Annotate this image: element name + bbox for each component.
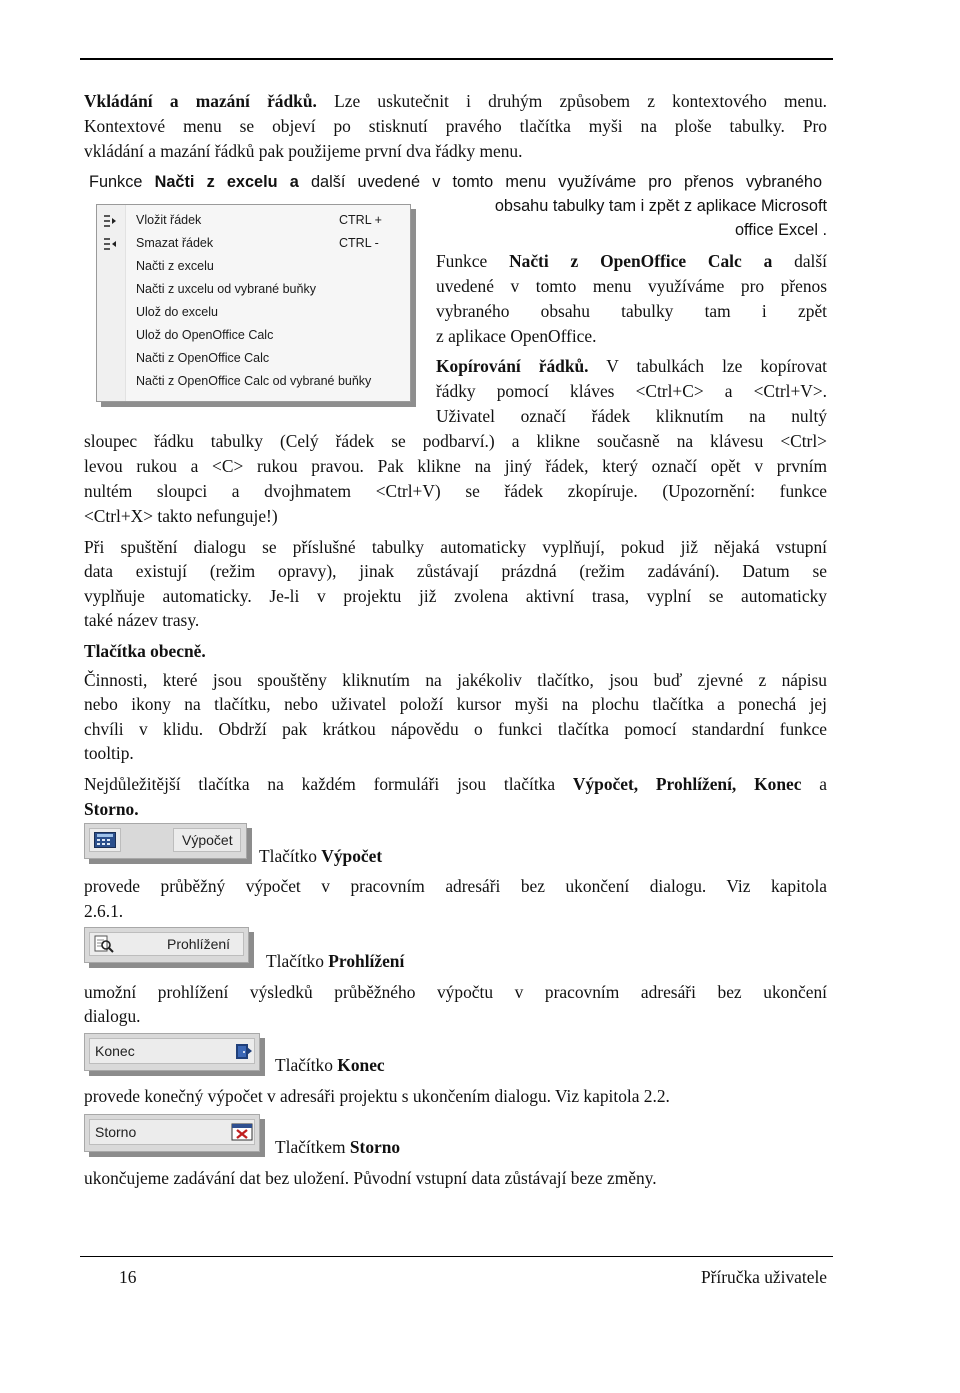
rows-line3: vkládání a mazání řádků pak použijeme první dva řádky menu. (84, 141, 523, 161)
rows-line1: Vkládání a mazání řádků. Lze uskutečnit i druhým způsobem z kontextového menu. (84, 91, 828, 111)
dialog-para-line2: data existují (režim opravy), jinak zůstávají prázdná (režim zadávání). Datum se (84, 561, 827, 581)
buttons-para-line4: tooltip. (84, 743, 134, 763)
vypocet-desc-line1: provede průběžný výpočet v pracovním adresáři bez ukončení dialogu. Viz kapitola (84, 876, 827, 896)
page-number: 16 (119, 1267, 137, 1287)
menu-item-load-excel[interactable]: Načti z excelu (136, 259, 214, 273)
menu-item-delete-row[interactable]: Smazat řádek (136, 236, 214, 250)
copy-para-line6: nultém sloupci a dvojhmatem <Ctrl+V) se řádek zkopíruje. (Upozornění: funkce (84, 481, 827, 501)
buttons-para-line3: chvíli v klidu. Obdrží pak krátkou nápovědu o funkci tlačítka pomocí standardní funkce (84, 719, 827, 739)
header-rule (80, 58, 833, 60)
menu-item-load-calc[interactable]: Načti z OpenOffice Calc (136, 351, 270, 365)
konec-desc-line1: provede konečný výpočet v adresáři projektu s ukončením dialogu. Viz kapitola 2.2. (84, 1086, 670, 1106)
dialog-para-line4: také název trasy. (84, 610, 200, 630)
insert-row-icon (103, 214, 119, 228)
delete-row-icon (103, 237, 119, 251)
calc-para-line3: vybraného obsahu tabulky tam i zpět (436, 301, 827, 321)
cancel-window-icon (230, 1121, 254, 1143)
menu-item-load-excel-from-cell[interactable]: Načti z uxcelu od vybrané buňky (136, 282, 316, 296)
vypocet-image-label: Výpočet (182, 832, 233, 848)
vypocet-caption: Tlačítko Výpočet (259, 846, 383, 866)
rows-heading: Vkládání a mazání řádků. (84, 91, 317, 111)
excel-para-line3: office Excel . (734, 221, 827, 239)
menu-item-save-calc[interactable]: Ulož do OpenOffice Calc (136, 328, 274, 342)
prohlizeni-button-image (84, 927, 249, 963)
copy-para-line7: <Ctrl+X> takto nefunguje!) (84, 506, 278, 526)
storno-button-image (84, 1114, 260, 1152)
menu-item-load-calc-from-cell[interactable]: Načti z OpenOffice Calc od vybrané buňky (136, 374, 372, 388)
vypocet-button-image (84, 823, 247, 859)
copy-para-line2: řádky pomocí kláves <Ctrl+C> a <Ctrl+V>. (436, 381, 827, 401)
buttons-para-line1: Činnosti, které jsou spouštěny kliknutím na jakékoliv tlačítko, jsou buď zjevné z nápisu (84, 670, 827, 690)
copy-para-line5: levou rukou a <C> rukou pravou. Pak klikne na jiný řádek, který označí opět v prvním (84, 456, 827, 476)
dialog-para-line1: Při spuštění dialogu se příslušné tabulky automaticky vyplňují, pokud již nějaká vstupní (84, 537, 827, 557)
important-para-line1: Nejdůležitější tlačítka na každém formuláři jsou tlačítka Výpočet, Prohlížení, Konec a (84, 774, 828, 794)
copy-para-line3: Uživatel označí řádek kliknutím na nultý (436, 406, 827, 426)
excel-para-line1: Funkce Načti z excelu a další uvedené v tomto menu využíváme pro přenos vybraného (89, 173, 822, 191)
prohlizeni-desc-line2: dialogu. (84, 1006, 141, 1026)
menu-shortcut-insert-row: CTRL + (339, 213, 382, 227)
context-menu (96, 204, 411, 402)
calculator-icon (93, 831, 117, 849)
konec-caption: Tlačítko Konec (275, 1055, 385, 1075)
menu-icon-gutter (97, 205, 126, 401)
menu-shortcut-delete-row: CTRL - (339, 236, 379, 250)
menu-item-save-excel[interactable]: Ulož do excelu (136, 305, 218, 319)
important-para-line2: Storno. (84, 799, 139, 819)
buttons-heading: Tlačítka obecně. (84, 641, 206, 661)
copy-heading: Kopírování řádků. (436, 356, 589, 376)
exit-door-icon (233, 1040, 255, 1062)
magnifier-document-icon (93, 934, 115, 954)
storno-caption: Tlačítkem Storno (275, 1137, 401, 1157)
footer-rule (80, 1256, 833, 1257)
rows-line2: Kontextové menu se objeví po stisknutí pravého tlačítka myši na ploše tabulky. Pro (84, 116, 827, 136)
calc-para-line1: Funkce Načti z OpenOffice Calc a další (436, 251, 827, 271)
excel-para-line2: obsahu tabulky tam i zpět z aplikace Microsoft (494, 197, 827, 215)
storno-image-label: Storno (95, 1124, 137, 1140)
dialog-para-line3: vyplňuje automaticky. Je-li v projektu již zvolena aktivní trasa, vyplní se automaticky (84, 586, 827, 606)
prohlizeni-desc-line1: umožní prohlížení výsledků průběžného výpočtu v pracovním adresáři bez ukončení (84, 982, 827, 1002)
menu-item-insert-row[interactable]: Vložit řádek (136, 213, 202, 227)
calc-para-line4: z aplikace OpenOffice. (436, 326, 597, 346)
calc-para-line2: uvedené v tomto menu využíváme pro přenos (436, 276, 827, 296)
prohlizeni-image-label: Prohlížení (167, 936, 231, 952)
storno-desc-line1: ukončujeme zadávání dat bez uložení. Původní vstupní data zůstávají beze změny. (84, 1168, 657, 1188)
copy-para-line1: Kopírování řádků. V tabulkách lze kopírovat (436, 356, 827, 376)
prohlizeni-caption: Tlačítko Prohlížení (266, 951, 405, 971)
konec-image-label: Konec (95, 1043, 135, 1059)
copy-para-line4: sloupec řádku tabulky (Celý řádek se podbarví.) a klikne současně na klávesu <Ctrl> (84, 431, 827, 451)
buttons-para-line2: nebo ikony na tlačítku, nebo uživatel položí kursor myši na plochu tlačítka a ponechá jej (84, 694, 827, 714)
footer-title: Příručka uživatele (700, 1267, 827, 1287)
konec-button-image (84, 1033, 260, 1071)
vypocet-desc-line2: 2.6.1. (84, 901, 124, 921)
